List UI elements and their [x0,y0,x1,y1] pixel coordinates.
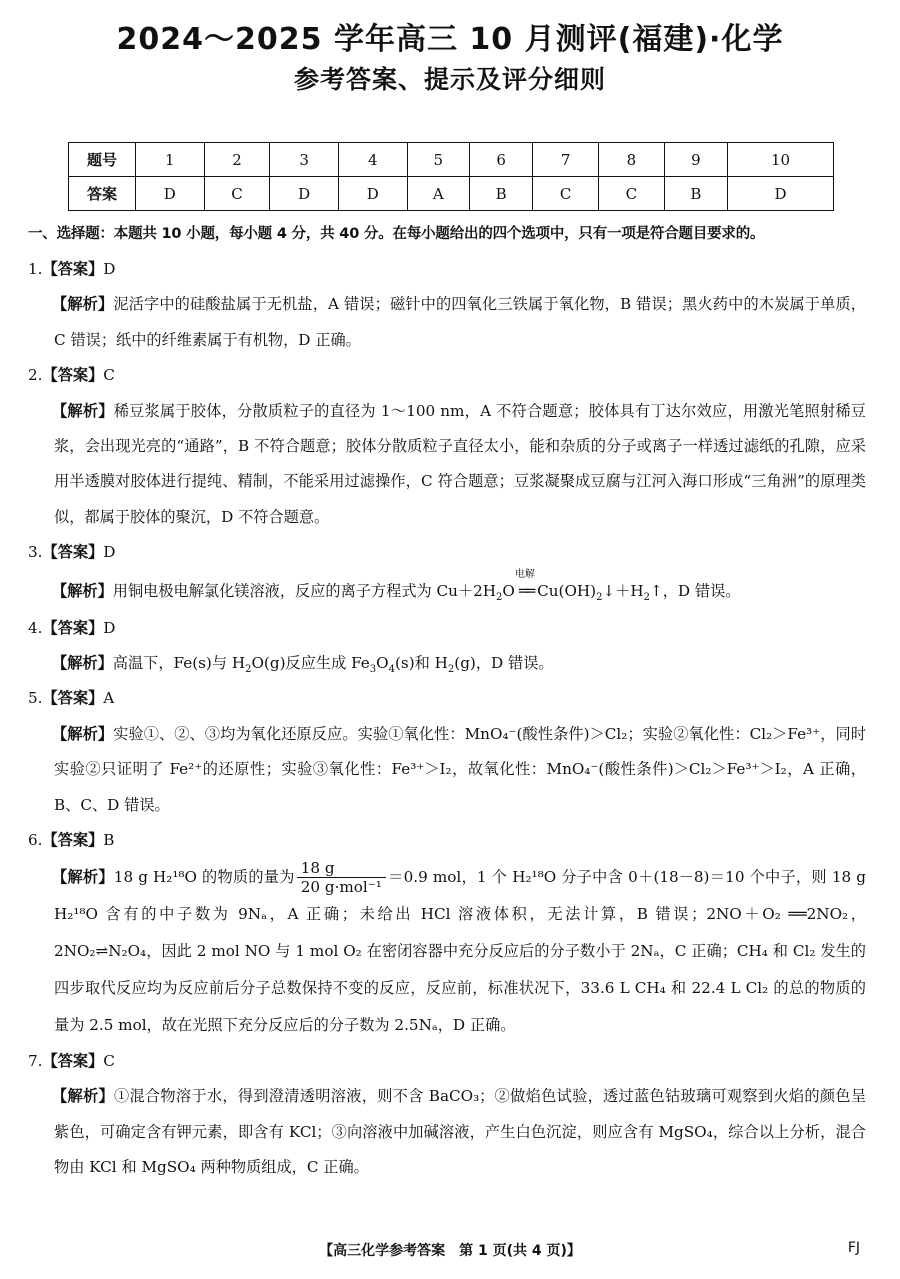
question-answer-5: 5.【答案】A [28,689,115,708]
table-cell-number: 9 [664,143,727,177]
table-cell-number: 8 [599,143,665,177]
question-explanation-2: 【解析】稀豆浆属于胶体，分散质粒子的直径为 1～100 nm，A 不符合题意；胶体具有丁达尔效应，用激光笔照射稀豆浆，会出现光亮的“通路”，B 不符合题意；胶体分散质粒子直径太小，能和杂质的分子或离子一样透过滤纸的孔隙，应采用半透膜对胶体进行提纯、精制，不能采用过滤操作，C 符合题意；豆浆凝聚成豆腐与江河入海口形成“三角洲”的原理类似，都属于胶体的聚沉，D 不符合题意。 [52,401,866,526]
table-header-answer: 答案 [69,177,136,211]
table-cell-answer: B [664,177,727,211]
table-cell-answer: A [407,177,469,211]
table-cell-answer: D [270,177,339,211]
table-cell-number: 6 [469,143,532,177]
answer-table [68,142,834,211]
table-cell-answer: C [599,177,665,211]
table-cell-number: 1 [136,143,205,177]
table-cell-number: 4 [338,143,407,177]
table-cell-answer: D [338,177,407,211]
question-answer-6: 6.【答案】B [28,831,115,850]
question-answer-7: 7.【答案】C [28,1052,115,1070]
electrolysis-condition: 电解 ══ [514,568,535,600]
table-cell-answer: C [204,177,270,211]
table-cell-number: 3 [270,143,339,177]
table-cell-answer: D [728,177,834,211]
table-cell-answer: C [533,177,599,211]
question-answer-3: 3.【答案】D [28,543,116,562]
page-footer: 【高三化学参考答案 第 1 页(共 4 页)】 [319,1243,581,1259]
question-explanation-1: 【解析】泥活字中的硅酸盐属于无机盐，A 错误；磁针中的四氧化三铁属于氧化物，B 错误；黑火药中的木炭属于单质，C 错误；纸中的纤维素属于有机物，D 正确。 [52,295,866,349]
table-cell-number: 2 [204,143,270,177]
question-explanation-5: 【解析】实验①、②、③均为氧化还原反应。实验①氧化性：MnO₄⁻(酸性条件)＞Cl₂；实验②氧化性：Cl₂＞Fe³⁺，同时实验②只证明了 Fe²⁺的还原性；实验③氧化性：Fe³⁺＞I₂，故氧化性：MnO₄⁻(酸性条件)＞Cl₂＞Fe³⁺＞I₂，A 正确，B、C、D 错误。 [52,724,867,814]
table-cell-number: 10 [728,143,834,177]
question-explanation-3: 【解析】用铜电极电解氯化镁溶液，反应的离子方程式为 $Cu+2H_2O$ 电解 ══ $Cu(OH)_2↓+H_2↑$，D 错误。 [28,571,866,611]
table-cell-number: 7 [533,143,599,177]
answer-table-row-answers [69,177,834,211]
question-answer-2: 2.【答案】C [28,366,115,385]
section-heading: 一、选择题：本题共 10 小题，每小题 4 分，共 40 分。在每小题给出的四个选项中，只有一项是符合题目要求的。 [28,226,765,242]
question-explanation-6: 【解析】18 g H₂¹⁸O 的物质的量为 $\frac{18 g}{\text{20 g·mol⁻¹}}$ ＝0.9 mol，1 个 H₂¹⁸O 分子中含 0＋(18－8)＝10 个中子，则 18 g H₂¹⁸O 含有的中子数为 9Nₐ，A 正确；未给出 HCl 溶液体积，无法计算，B 错误；2NO＋O₂ ══2NO₂，2NO₂⇌N₂O₄，因此 2 mol NO 与 1 mol O₂ 在密闭容器中充分反应后的分子数小于 2Nₐ，C 正确；CH₄ 和 Cl₂ 发生的四步取代反应均为反应前后分子总数保持不变的反应，反应前，标准状况下，33.6 L CH₄ 和 22.4 L Cl₂ 的总的物质的量为 2.5 mol，故在光照下充分反应后的分子数为 2.5Nₐ，D 正确。 [52,859,866,1034]
question-answer-4: 4.【答案】D [28,618,116,637]
table-cell-answer: B [469,177,532,211]
answer-table-row-numbers [69,143,834,177]
page-title: 2024～2025 学年高三 10 月测评(福建)·化学 [116,22,784,57]
page-subtitle: 参考答案、提示及评分细则 [293,65,606,94]
answer-explanations [28,252,866,1186]
question-explanation-7: 【解析】①混合物溶于水，得到澄清透明溶液，则不含 BaCO₃；②做焰色试验，透过蓝色钴玻璃可观察到火焰的颜色呈紫色，可确定含有钾元素，即含有 KCl；③向溶液中加碱溶液，产生白色沉淀，则应含有 MgSO₄，综合以上分析，混合物由 KCl 和 MgSO₄ 两种物质组成，C 正确。 [52,1087,867,1177]
molar-mass-fraction: $\frac{18 g}{\text{20 g·mol⁻¹}}$ [297,859,386,896]
footer-code: FJ [847,1240,860,1256]
table-header-number: 题号 [69,143,136,177]
table-cell-answer: D [136,177,205,211]
question-explanation-4: 【解析】高温下，Fe(s)与 $H_2O(g)$反应生成 $Fe_3O_4(s)$和 $H_2(g)$，D 错误。 [52,654,554,676]
question-answer-1: 1.【答案】D [28,260,116,278]
table-cell-number: 5 [407,143,469,177]
